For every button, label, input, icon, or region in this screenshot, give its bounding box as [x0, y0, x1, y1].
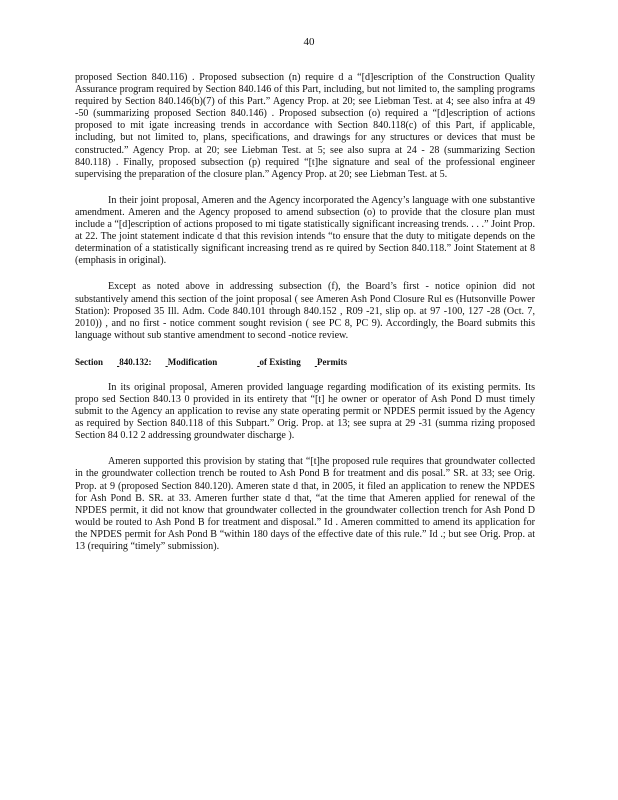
paragraph-4: In its original proposal, Ameren provided language regarding modification of its existing permits. Its propo sed Section 840.13 0 provided in its entirety that “[t] he owner or operator of Ash Pond D must timely submit to the Agency an application to revise any state operating permit or NPDES permit issued by the Agency as required by Section 840.118 of this Subpart.” Orig. Prop. at 13; see supra at 29 -31 (summa rizing proposed Section 84 0.12 2 addressing groundwater discharge ).: [75, 381, 535, 442]
paragraph-5: Ameren supported this provision by stating that “[t]he proposed rule requires that groundwater collected in the groundwater collection trench be routed to Ash Pond B for treatment and dis posal.” SR. at 33; see Orig. Prop. at 9 (proposed Section 840.120). Ameren state d that, in 2005, it filed an application to renew the NPDES for Ash Pond B. SR. at 33. Ameren further state d that, “at the time that Ameren applied for renewal of the NPDES permit, it did not know that groundwater collected in the groundwater collection trench for Ash Pond D would be routed to Ash Pond B for treatment and disposal.” Id . Ameren committed to amend its application for the NPDES permit for Ash Pond B “within 180 days of the effective date of this rule.” Id .; but see Orig. Prop. at 13 (requiring “timely” submission).: [75, 456, 535, 552]
section-heading-word2: of Existing: [259, 356, 301, 367]
section-heading-number: 840.132:: [119, 356, 152, 367]
document-body: [75, 72, 535, 553]
section-heading: [75, 356, 535, 368]
section-heading-word1: Modification: [167, 356, 218, 367]
section-heading-label: Section: [75, 356, 103, 367]
section-heading-word3: Permits: [317, 356, 347, 367]
page-number: 40: [303, 36, 315, 48]
paragraph-1: proposed Section 840.116) . Proposed subsection (n) require d a “[d]escription of the Construction Quality Assurance program required by Section 840.146 of this Part, including, but not limited to, the sampling programs required by Section 840.146(b)(7) of this Part.” Agency Prop. at 20; see Liebman Test. at 4; see also infra at 49 -50 (summarizing proposed Section 840.146) . Proposed subsection (o) required a “[d]escription of actions proposed to mit igate increasing trends in accordance with Section 840.118(c) of this Part, if applicable, including, but not limited to, plans, specifications, and drawings for any structures or devices that must be constructed.” Agency Prop. at 20; see Liebman Test. at 5; see also supra at 24 - 28 (summarizing Section 840.118) . Finally, proposed subsection (p) required “[t]he signature and seal of the professional engineer supervising the preparation of the closure plan.” Agency Prop. at 20; see Liebman Test. at 5.: [75, 72, 535, 180]
paragraph-3: Except as noted above in addressing subsection (f), the Board’s first - notice opinion did not substantively amend this section of the joint proposal ( see Ameren Ash Pond Closure Rul es (Hutsonville Power Station): Proposed 35 Ill. Adm. Code 840.101 through 840.152 , R09 -21, slip op. at 97 -100, 127 -28 (Oct. 7, 2010)) , and no first - notice comment sought revision ( see PC 8, PC 9). Accordingly, the Board submits this language without sub stantive amendment to second -notice review.: [75, 281, 535, 341]
paragraph-2: In their joint proposal, Ameren and the Agency incorporated the Agency’s language with one substantive amendment. Ameren and the Agency proposed to amend subsection (o) to provide that the closure plan must include a “[d]escription of actions proposed to mi tigate statistically significant increasing trends. . . .” Joint Prop. at 22. The joint statement indicate d that this revision intends “to ensure that the duty to mitigate depends on the determination of a statistically significant increasing trend as re quired by Section 840.118.” Joint Statement at 8 (emphasis in original).: [75, 194, 535, 267]
